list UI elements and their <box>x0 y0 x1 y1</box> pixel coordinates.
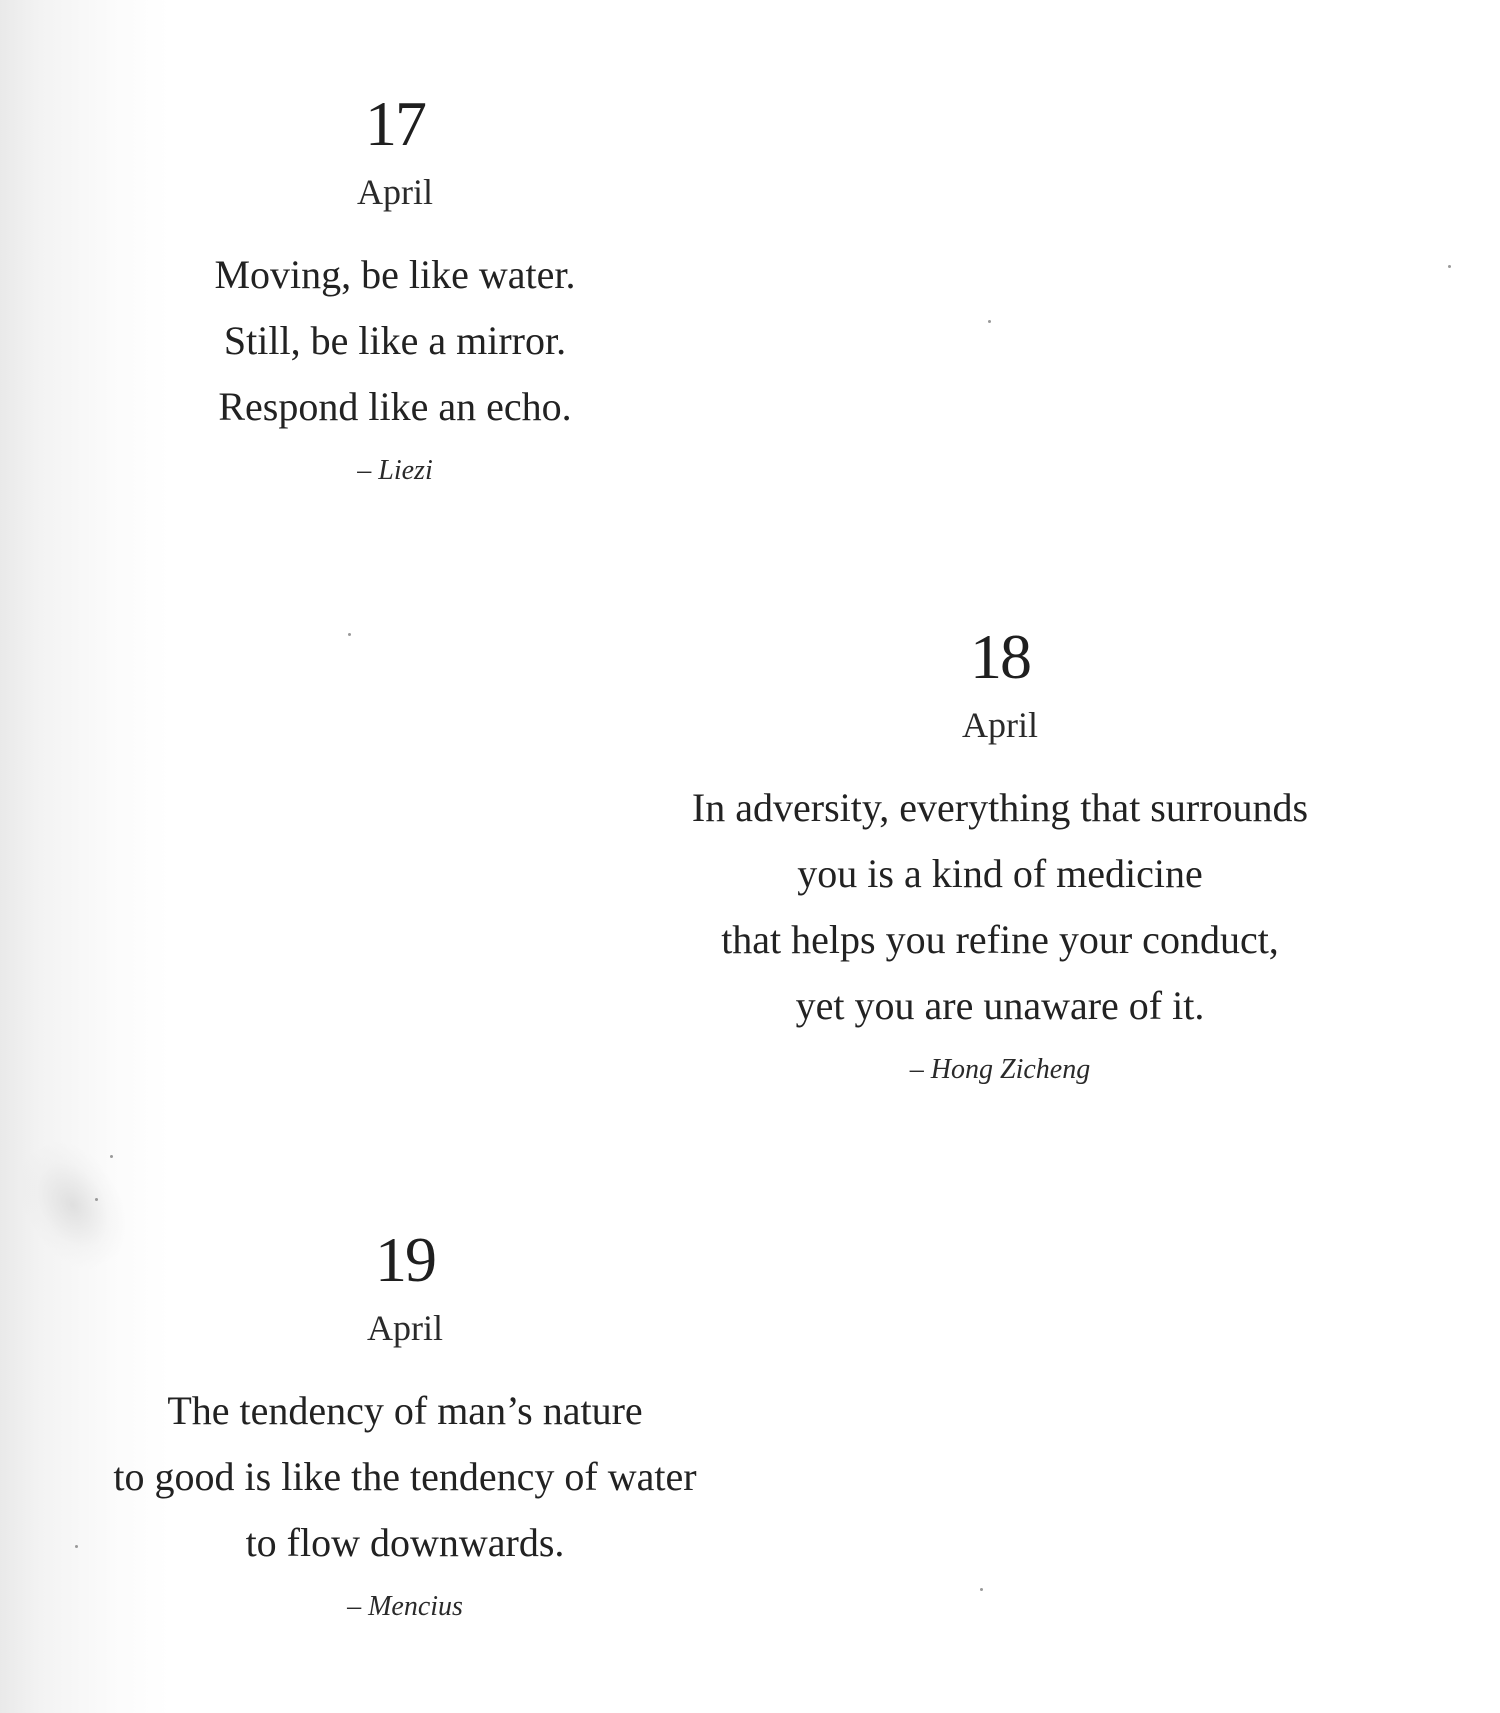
entry-day: 18 <box>970 621 1030 692</box>
scan-speck <box>95 1198 98 1201</box>
quote-entry-april-19 <box>40 1224 770 1624</box>
quote-line: to flow downwards. <box>245 1520 565 1565</box>
scan-speck <box>348 633 351 636</box>
entry-month: April <box>357 172 433 212</box>
quote-entry-april-17 <box>150 88 640 488</box>
scan-speck <box>980 1588 983 1591</box>
scan-speck <box>988 320 991 323</box>
quote-text <box>600 775 1400 1039</box>
scan-speck <box>110 1155 113 1158</box>
scan-speck <box>1448 265 1451 268</box>
quote-line: Respond like an echo. <box>218 384 572 429</box>
quote-line: that helps you refine your conduct, <box>721 917 1279 962</box>
quote-line: yet you are unaware of it. <box>795 983 1205 1028</box>
entry-day: 19 <box>375 1224 435 1295</box>
quote-line: Moving, be like water. <box>214 252 576 297</box>
entry-month: April <box>962 705 1038 745</box>
quote-line: Still, be like a mirror. <box>223 318 567 363</box>
quote-text <box>150 242 640 440</box>
quote-attribution: – Hong Zicheng <box>909 1054 1091 1085</box>
entry-month: April <box>367 1308 443 1348</box>
quote-attribution: – Mencius <box>347 1591 463 1622</box>
quote-text <box>40 1378 770 1576</box>
quote-line: to good is like the tendency of water <box>113 1454 697 1499</box>
quote-attribution: – Liezi <box>357 455 433 486</box>
entry-day: 17 <box>365 88 425 159</box>
quote-line: In adversity, everything that surrounds <box>691 785 1309 830</box>
quote-line: The tendency of man’s nature <box>167 1388 643 1433</box>
quote-entry-april-18 <box>600 621 1400 1087</box>
quote-line: you is a kind of medicine <box>797 851 1203 896</box>
